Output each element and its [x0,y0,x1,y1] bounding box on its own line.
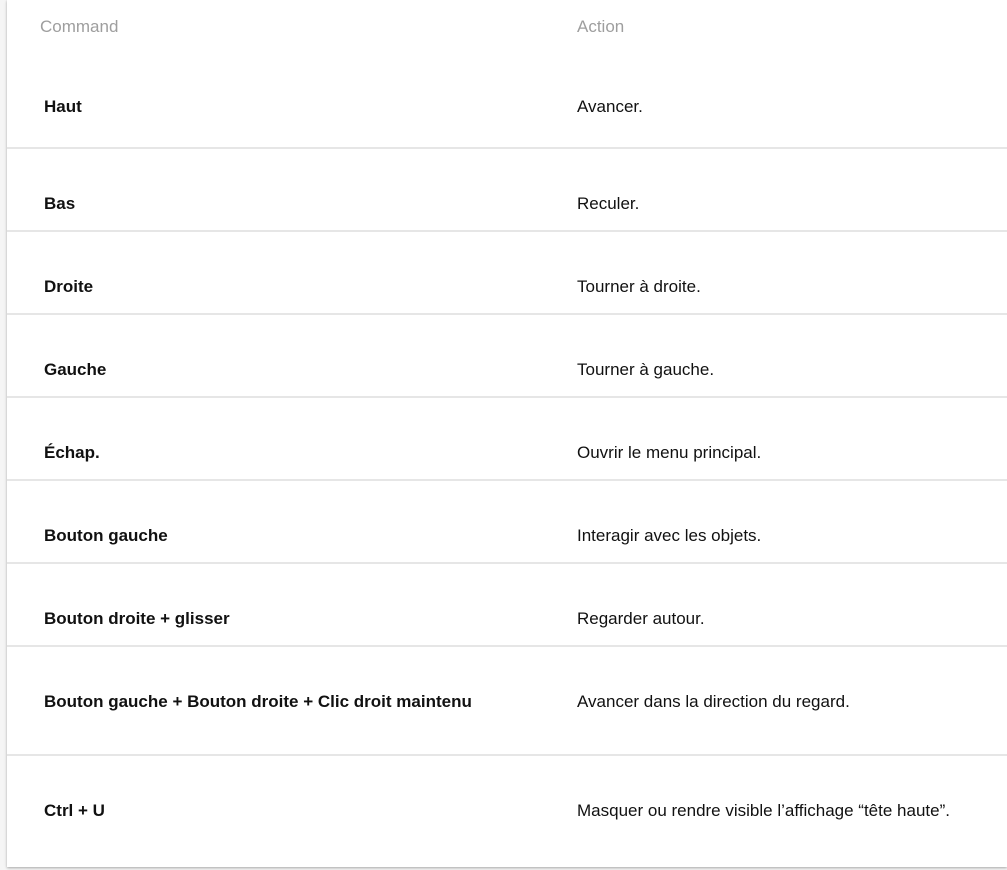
controls-table-card [7,0,1007,867]
command-text: Bouton gauche + Bouton droite + Clic droit maintenu [44,692,472,711]
command-text: Haut [44,97,82,116]
command-text: Bas [44,194,76,213]
command-text: Gauche [44,360,107,379]
table-row [7,314,1007,397]
column-header-command [7,0,540,52]
action-text: Ouvrir le menu principal. [577,443,762,462]
action-cell [540,52,1007,148]
table-header-row [7,0,1007,52]
table-row [7,480,1007,563]
command-text: Droite [44,277,94,296]
action-text: Interagir avec les objets. [577,526,762,545]
command-cell [7,314,540,397]
column-header-command-label: Command [40,17,119,36]
action-text: Tourner à droite. [577,277,701,296]
controls-table [7,0,1007,864]
command-text: Échap. [44,443,100,462]
action-cell [540,755,1007,864]
table-row [7,563,1007,646]
action-text: Avancer. [577,97,643,116]
command-cell [7,52,540,148]
command-cell [7,397,540,480]
action-cell [540,148,1007,231]
column-header-action [540,0,1007,52]
action-cell [540,314,1007,397]
table-row [7,52,1007,148]
action-text: Avancer dans la direction du regard. [577,692,850,711]
command-cell [7,755,540,864]
table-row [7,148,1007,231]
command-text: Bouton droite + glisser [44,609,230,628]
command-cell [7,563,540,646]
action-text: Masquer ou rendre visible l’affichage “tête haute”. [577,801,950,820]
table-row [7,231,1007,314]
action-cell [540,563,1007,646]
action-cell [540,480,1007,563]
action-text: Reculer. [577,194,640,213]
command-cell [7,480,540,563]
table-row [7,755,1007,864]
command-cell [7,231,540,314]
command-text: Ctrl + U [44,801,105,820]
column-header-action-label: Action [577,17,625,36]
table-row [7,397,1007,480]
action-text: Regarder autour. [577,609,705,628]
action-cell [540,397,1007,480]
table-row [7,646,1007,755]
action-text: Tourner à gauche. [577,360,715,379]
action-cell [540,646,1007,755]
command-cell [7,148,540,231]
command-text: Bouton gauche [44,526,168,545]
command-cell [7,646,540,755]
action-cell [540,231,1007,314]
